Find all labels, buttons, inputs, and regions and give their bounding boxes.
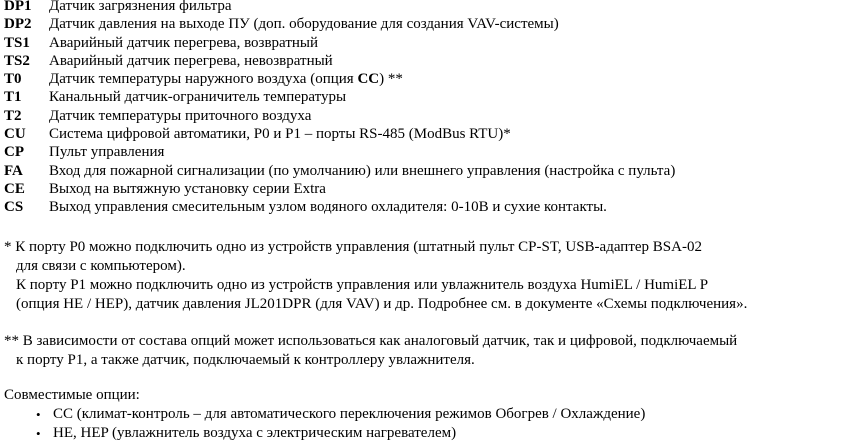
legend-desc: Датчик температуры приточного воздуха (49, 107, 312, 124)
legend-row-fa (4, 162, 859, 180)
legend-desc-pre: Датчик температуры наружного воздуха (опция (49, 71, 358, 88)
legend-desc: Пульт управления (49, 144, 165, 161)
bullet-icon: • (36, 407, 41, 422)
compatible-options-list (36, 405, 645, 443)
legend-row-t0 (4, 70, 859, 88)
footnote-line: к порту P1, а также датчик, подключаемый к контроллеру увлажнителя. (16, 352, 475, 368)
legend-desc: Датчик давления на выходе ПУ (доп. оборудование для создания VAV-системы) (49, 16, 559, 33)
footnote-ports (4, 238, 859, 314)
compatible-options-title (4, 386, 859, 405)
legend-desc: Датчик загрязнения фильтра (49, 0, 232, 14)
list-item (36, 424, 645, 443)
bullet-icon: • (36, 426, 41, 441)
legend-code: DP2 (4, 16, 32, 33)
legend-desc: Выход управления смесительным узлом водяного охладителя: 0-10В и сухие контакты. (49, 199, 607, 216)
compatible-options-heading: Совместимые опции: (4, 387, 140, 403)
legend-list (4, 0, 859, 217)
legend-row-t1 (4, 88, 859, 106)
footnote-line: для связи с компьютером). (16, 258, 186, 274)
legend-desc-post: ) ** (379, 71, 403, 88)
legend-code: T0 (4, 71, 22, 88)
footnote-line: * К порту P0 можно подключить одно из устройств управления (штатный пульт CP-ST, USB-адаптер BSA-02 (4, 239, 702, 255)
list-item-text: CC (климат-контроль – для автоматического переключения режимов Обогрев / Охлаждение) (53, 406, 646, 422)
legend-code: TS2 (4, 52, 30, 69)
legend-row-cp (4, 143, 859, 161)
legend-desc: Выход на вытяжную установку серии Extra (49, 180, 326, 197)
legend-code: T2 (4, 107, 22, 124)
legend-code: CE (4, 180, 25, 197)
legend-code: CP (4, 144, 24, 161)
list-item-text: HE, HEP (увлажнитель воздуха с электрическим нагревателем) (53, 425, 457, 441)
footnote-line: К порту P1 можно подключить одно из устройств управления или увлажнитель воздуха HumiEL / HumiEL P (16, 277, 709, 293)
legend-desc: Канальный датчик-ограничитель температуры (49, 89, 347, 106)
legend-desc (49, 70, 859, 88)
legend-code: FA (4, 162, 23, 179)
legend-row-t2 (4, 107, 859, 125)
legend-desc: Система цифровой автоматики, P0 и P1 – порты RS-485 (ModBus RTU)* (49, 126, 511, 143)
footnote-line: (опция HE / HEP), датчик давления JL201DPR (для VAV) и др. Подробнее см. в документе «Схемы подключения». (16, 296, 748, 312)
legend-row-ce (4, 180, 859, 198)
legend-row-dp2 (4, 15, 859, 33)
footnote-line: ** В зависимости от состава опций может использоваться как аналоговый датчик, так и цифровой, подключаемый (4, 333, 738, 349)
legend-code: CU (4, 126, 26, 143)
legend-desc: Аварийный датчик перегрева, невозвратный (49, 52, 333, 69)
legend-row-ts2 (4, 52, 859, 70)
legend-desc-bold: CC (357, 71, 380, 88)
legend-desc: Аварийный датчик перегрева, возвратный (49, 34, 319, 51)
legend-desc: Вход для пожарной сигнализации (по умолчанию) или внешнего управления (настройка с пульта) (49, 162, 676, 179)
legend-row-ts1 (4, 34, 859, 52)
legend-row-dp1 (4, 0, 859, 15)
legend-row-cs (4, 198, 859, 216)
footnote-sensor (4, 332, 859, 370)
legend-row-cu (4, 125, 859, 143)
legend-code: TS1 (4, 34, 30, 51)
legend-code: CS (4, 199, 24, 216)
legend-code: T1 (4, 89, 22, 106)
legend-code: DP1 (4, 0, 32, 14)
list-item (36, 405, 645, 424)
